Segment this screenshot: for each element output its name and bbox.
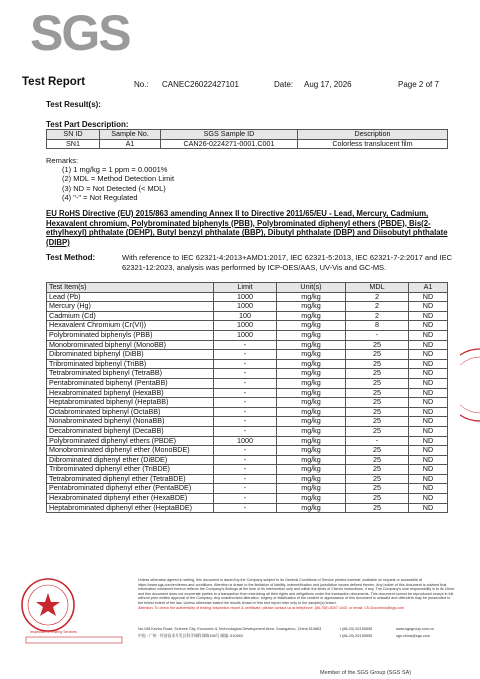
cell: mg/kg (277, 407, 346, 417)
cell: 25 (346, 455, 409, 465)
cell: 25 (346, 426, 409, 436)
website: www.sgsgroup.com.cn (396, 627, 434, 631)
cell: Hexabrominated biphenyl (HexaBB) (47, 388, 214, 398)
cell: ND (409, 455, 448, 465)
test-method-label: Test Method: (46, 253, 96, 262)
cell: mg/kg (277, 484, 346, 494)
cell: mg/kg (277, 302, 346, 312)
cell: - (346, 330, 409, 340)
company-seal (18, 575, 126, 651)
cell: CAN26-0224271-0001.C001 (161, 139, 298, 149)
cell: - (214, 350, 277, 360)
cell: Monobrominated biphenyl (MonoBB) (47, 340, 214, 350)
cell: Dibrominated biphenyl (DiBB) (47, 350, 214, 360)
cell: mg/kg (277, 503, 346, 513)
cell: A1 (100, 139, 161, 149)
cell: 1000 (214, 321, 277, 331)
cell: mg/kg (277, 359, 346, 369)
footer-disclaimer (138, 578, 456, 610)
cell: mg/kg (277, 436, 346, 446)
cell: - (214, 503, 277, 513)
cell: ND (409, 388, 448, 398)
cell: Heptabrominated diphenyl ether (HeptaBDE) (47, 503, 214, 513)
cell: Polybrominated diphenyl ethers (PBDE) (47, 436, 214, 446)
cell: - (214, 378, 277, 388)
rohs-directive-title: EU RoHS Directive (EU) 2015/863 amending Annex II to Directive 2011/65/EU - Lead, Mercury, Cadmium, Hexavalent chromium, Polybrominated biphenyls (PBB), Polybrominated diphenyl ethers (PBDE), Bis(2-ethylhexyl) phthalate (DEHP), Butyl benzyl phthalate (BBP), Dibutyl phthalate (DBP) and Diisobutyl phthalate (DIBP) (46, 209, 448, 247)
cell: - (214, 484, 277, 494)
cell: ND (409, 311, 448, 321)
cell: ND (409, 398, 448, 408)
cell: 25 (346, 388, 409, 398)
cell: Decabrominated biphenyl (DecaBB) (47, 426, 214, 436)
cell: mg/kg (277, 417, 346, 427)
table-row (47, 330, 448, 340)
logo-text: SGS (30, 8, 130, 56)
part-desc-title: Test Part Description: (46, 120, 129, 129)
cell: Tribrominated biphenyl (TriBB) (47, 359, 214, 369)
cell: 25 (346, 446, 409, 456)
cell: Polybrominated biphenyls (PBB) (47, 330, 214, 340)
cell: mg/kg (277, 330, 346, 340)
table-row (47, 426, 448, 436)
cell: 25 (346, 350, 409, 360)
cell: Cadmium (Cd) (47, 311, 214, 321)
cell: - (214, 388, 277, 398)
cell: mg/kg (277, 494, 346, 504)
col-header: MDL (346, 283, 409, 293)
cell: Octabrominated biphenyl (OctaBB) (47, 407, 214, 417)
results-table (46, 282, 448, 513)
cell: 25 (346, 369, 409, 379)
cell: - (214, 417, 277, 427)
cell: mg/kg (277, 350, 346, 360)
cell: ND (409, 417, 448, 427)
report-date: Aug 17, 2026 (304, 80, 352, 89)
cell: 25 (346, 378, 409, 388)
cell: - (214, 340, 277, 350)
cell: - (214, 494, 277, 504)
col-header: A1 (409, 283, 448, 293)
cell: mg/kg (277, 426, 346, 436)
cell: Lead (Pb) (47, 292, 214, 302)
cell: 25 (346, 494, 409, 504)
table-row (47, 494, 448, 504)
stamp-text: Inspection & Testing Services (30, 630, 77, 634)
address-cn: 中国 · 广州 · 经济技术开发区科学城科珠路198号 邮编: 510663 (138, 634, 243, 638)
table-header-row (47, 130, 448, 140)
cell: mg/kg (277, 398, 346, 408)
phone-1: t (86-20) 82155555 (340, 627, 373, 631)
cell: Pentabrominated diphenyl ether (PentaBDE) (47, 484, 214, 494)
cell: - (214, 407, 277, 417)
cell: Tetrabrominated diphenyl ether (TetraBDE) (47, 474, 214, 484)
cell: ND (409, 465, 448, 475)
email: sgs.china@sgs.com (396, 634, 431, 638)
cell: ND (409, 436, 448, 446)
col-header: Description (298, 130, 448, 140)
remark-item: (2) MDL = Method Detection Limit (62, 174, 175, 184)
phone-2: t (86-20) 82155555 (340, 634, 373, 638)
remarks (46, 156, 174, 202)
cell: Hexabrominated diphenyl ether (HexaBDE) (47, 494, 214, 504)
cell: ND (409, 484, 448, 494)
address-en: No.198 Kezhu Road, Science City, Economic & Technological Development Area, Guangzhou, China 510663 (138, 627, 322, 631)
cell: Dibrominated diphenyl ether (DiBDE) (47, 455, 214, 465)
cell: Colorless translucent film (298, 139, 448, 149)
sgs-logo (30, 8, 134, 56)
cell: 2 (346, 302, 409, 312)
cell: mg/kg (277, 455, 346, 465)
col-header: Unit(s) (277, 283, 346, 293)
remark-item: (3) ND = Not Detected (< MDL) (62, 183, 166, 193)
col-header: Limit (214, 283, 277, 293)
cell: 25 (346, 417, 409, 427)
report-no-label: No.: (134, 80, 149, 89)
cell: ND (409, 330, 448, 340)
cell: ND (409, 369, 448, 379)
cell: - (214, 446, 277, 456)
cell: Hexavalent Chromium (Cr(VI)) (47, 321, 214, 331)
cell: - (214, 465, 277, 475)
table-row (47, 369, 448, 379)
cell: ND (409, 359, 448, 369)
cell: 100 (214, 311, 277, 321)
side-seal (460, 345, 480, 425)
cell: ND (409, 407, 448, 417)
cell: mg/kg (277, 474, 346, 484)
cell: 25 (346, 398, 409, 408)
disclaimer-text: Unless otherwise agreed in writing, this document is issued by the Company subject to its General Conditions of Service printed overleaf, available on request or accessible at https://www.sgs.com/en/terms-and-conditions. Attention is drawn to the limitation of liability, indemnification and jurisdiction issues defined therein. Any holder of this document is advised that information contained hereon reflects the Company's findings at the time of its intervention only and within the limits of Client's instructions, if any. The Company's sole responsibility is to its Client and this document does not exonerate parties to a transaction from exercising all their rights and obligations under the transaction documents. This document cannot be reproduced except in full, without prior written approval of the Company. Any unauthorized alteration, forgery or falsification of the content or appearance of this document is unlawful and offenders may be prosecuted to the fullest extent of the law. Unless otherwise stated the results shown in this test report refer only to the sample(s) tested. (138, 578, 455, 605)
cell: mg/kg (277, 340, 346, 350)
col-header: SN ID (47, 130, 100, 140)
table-row (47, 465, 448, 475)
cell: 25 (346, 474, 409, 484)
cell: mg/kg (277, 311, 346, 321)
cell: ND (409, 503, 448, 513)
cell: mg/kg (277, 446, 346, 456)
report-no: CANEC26022427101 (162, 80, 239, 89)
col-header: Sample No. (100, 130, 161, 140)
table-row (47, 350, 448, 360)
cell: ND (409, 446, 448, 456)
date-label: Date: (274, 80, 294, 89)
cell: Pentabrominated biphenyl (PentaBB) (47, 378, 214, 388)
table-row (47, 417, 448, 427)
cell: ND (409, 378, 448, 388)
test-method-text: With reference to IEC 62321-4:2013+AMD1:2017, IEC 62321-5:2013, IEC 62321-7-2:2017 and IEC 62321-12:2023, analysis was performed by ICP-OES/AAS, UV-Vis and GC-MS. (122, 253, 452, 272)
cell: ND (409, 302, 448, 312)
cell: Tetrabrominated biphenyl (TetraBB) (47, 369, 214, 379)
member-of-sgs: Member of the SGS Group (SGS SA) (320, 670, 412, 676)
attention-text: Attention: To check the authenticity of testing /inspection report & certificate, please contact us at telephone: (86-755) 8307 1443, or email: CN.Doccheck@sgs.com (138, 605, 405, 610)
cell: 8 (346, 321, 409, 331)
cell: 2 (346, 311, 409, 321)
cell: mg/kg (277, 388, 346, 398)
cell: 25 (346, 465, 409, 475)
col-header: Test Item(s) (47, 283, 214, 293)
cell: Monobrominated diphenyl ether (MonoBDE) (47, 446, 214, 456)
cell: - (214, 426, 277, 436)
cell: 25 (346, 407, 409, 417)
cell: mg/kg (277, 321, 346, 331)
cell: 25 (346, 503, 409, 513)
cell: Nonabrominated biphenyl (NonaBB) (47, 417, 214, 427)
cell: - (214, 474, 277, 484)
remark-item: (4) "-" = Not Regulated (62, 192, 138, 202)
table-row (47, 378, 448, 388)
cell: ND (409, 494, 448, 504)
table-row (47, 139, 448, 149)
cell: ND (409, 474, 448, 484)
cell: - (214, 455, 277, 465)
cell: Tribrominated diphenyl ether (TriBDE) (47, 465, 214, 475)
table-header-row (47, 283, 448, 293)
report-title: Test Report (22, 76, 86, 88)
col-header: SGS Sample ID (161, 130, 298, 140)
table-row (47, 446, 448, 456)
cell: mg/kg (277, 292, 346, 302)
cell: Mercury (Hg) (47, 302, 214, 312)
remark-item: (1) 1 mg/kg = 1 ppm = 0.0001% (62, 165, 168, 175)
table-row (47, 398, 448, 408)
remarks-title: Remarks: (46, 156, 79, 165)
cell: - (214, 369, 277, 379)
cell: ND (409, 321, 448, 331)
cell: 1000 (214, 436, 277, 446)
cell: - (214, 359, 277, 369)
cell: 25 (346, 359, 409, 369)
cell: - (346, 436, 409, 446)
results-title: Test Result(s): (46, 100, 101, 109)
part-description-table (46, 129, 448, 149)
cell: 2 (346, 292, 409, 302)
cell: mg/kg (277, 465, 346, 475)
cell: mg/kg (277, 369, 346, 379)
cell: 25 (346, 484, 409, 494)
cell: Heptabrominated biphenyl (HeptaBB) (47, 398, 214, 408)
table-row (47, 503, 448, 513)
cell: ND (409, 292, 448, 302)
cell: ND (409, 350, 448, 360)
cell: ND (409, 426, 448, 436)
cell: 1000 (214, 302, 277, 312)
cell: ND (409, 340, 448, 350)
page-number: Page 2 of 7 (398, 80, 439, 89)
cell: SN1 (47, 139, 100, 149)
cell: 1000 (214, 292, 277, 302)
table-row (47, 302, 448, 312)
cell: - (214, 398, 277, 408)
cell: mg/kg (277, 378, 346, 388)
cell: 1000 (214, 330, 277, 340)
cell: 25 (346, 340, 409, 350)
